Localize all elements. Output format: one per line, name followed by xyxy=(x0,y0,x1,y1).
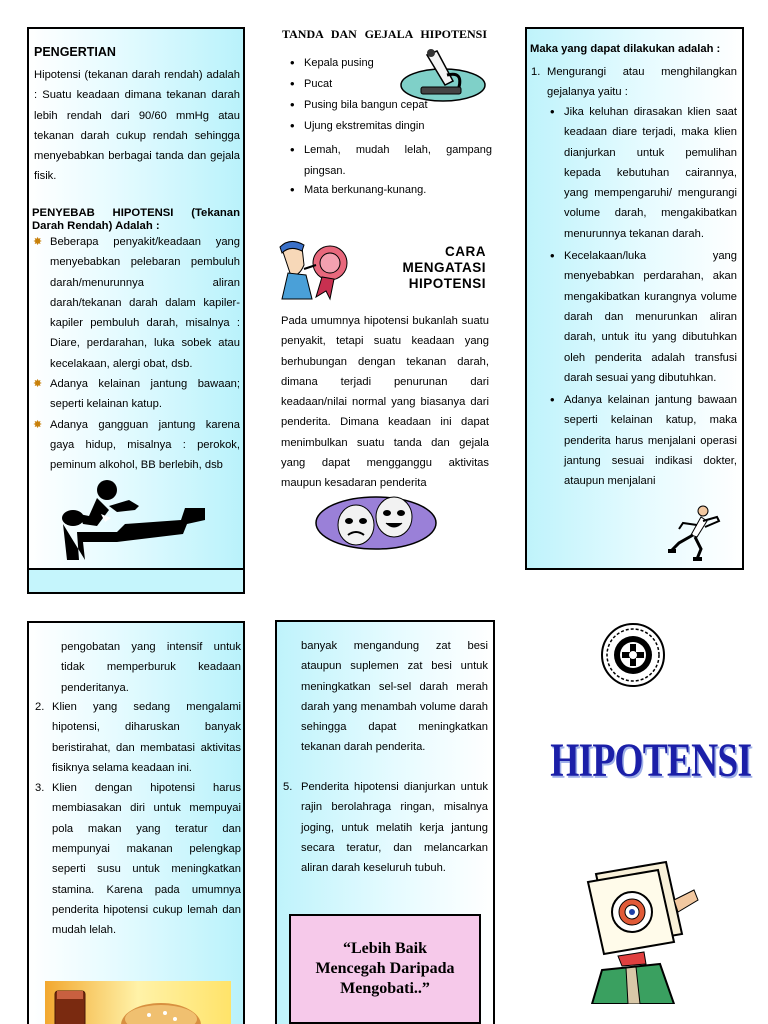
list-text: Mengurangi atau menghilangkan gejalanya yaitu : xyxy=(547,66,737,99)
list-number: 2. xyxy=(35,701,45,713)
quote-box xyxy=(289,914,481,1024)
doctor-ribbon-icon xyxy=(278,239,368,301)
cara-heading-line: CARA xyxy=(445,244,486,259)
cara-heading xyxy=(378,244,486,292)
list-text: Klien dengan hipotensi harus membiasakan diri untuk mempuyai pola makan yang teratur dan mempunyai makanan pelengkap seperti susu untuk meningkatkan stamina. Karena pada umumnya penderita hipotensi cukup lemah dan mudah lelah. xyxy=(52,782,241,937)
quote-text: “Lebih Baik Mencegah Daripada Mengobati..” xyxy=(315,940,455,997)
list-text: Klien yang sedang mengalami hipotensi, diharuskan banyak beristirahat, dan membatasi aktivitas fisiknya selama keadaan ini. xyxy=(52,701,241,774)
list-item: • Lemah, mudah lelah, gampang pingsan. xyxy=(282,140,492,181)
panel-lanjutan xyxy=(27,621,245,1024)
cover-title: HIPOTENSI xyxy=(550,734,752,787)
list-text: Penderita hipotensi dianjurkan untuk rajin berolahraga ringan, misalnya joging, untuk melatih kerja jantung secara teratur, dan melancarkan aliran darah keseluruh tubuh. xyxy=(301,781,488,875)
list-item: • Mata berkunang-kunang. xyxy=(282,183,492,197)
panel5-continued: banyak mengandung zat besi ataupun suplemen zat besi untuk meningkatkan sel-sel darah merah darah yang menambah volume darah sehingga dapat meningkatkan tekanan darah penderita. xyxy=(301,640,488,754)
patient-lying-icon xyxy=(57,476,207,564)
list-item: • Kecelakaan/luka yang menyebabkan perdarahan, akan mengakibatkan kurangnya volume darah dan menurunkan aliran darah, untuk itu yang dibutuhkan oleh penderita adalah transfusi darah sesuai yang dibutuhkan. xyxy=(542,246,737,388)
panel-pengertian xyxy=(27,27,245,594)
emblem-icon xyxy=(600,622,666,688)
cara-heading-line: MENGATASI xyxy=(402,260,486,275)
maka-list xyxy=(531,62,737,103)
list-item: • Ujung ekstremitas dingin xyxy=(282,119,492,133)
target-man-icon xyxy=(582,860,710,1004)
list-item xyxy=(35,697,241,778)
list-number: 3. xyxy=(35,782,45,795)
microscope-icon xyxy=(397,47,489,103)
list-item: • Pucat xyxy=(282,77,492,91)
penyebab-list xyxy=(32,232,240,476)
cara-body: Pada umumnya hipotensi bukanlah suatu penyakit, tetapi suatu keadaan yang berhubungan dengan tekanan darah, dimana terjadi penurunan dari keadaan/nilai normal yang biasanya dari penderita. Dimana keadaan ini dapat menimbulkan suatu tanda dan gejala yang dapat mengganggu aktivitas maupun kesadaran penderita xyxy=(281,315,489,490)
list-item: • Kepala pusing xyxy=(282,56,492,70)
food-photo xyxy=(45,981,231,1024)
panel-maka xyxy=(525,27,744,570)
list-item: • Jika keluhan dirasakan klien saat keadaan diare terjadi, maka klien dianjurkan untuk pemulihan kepada kebutuhan cairannya, yang mempengaruhi/ mengurangi volume darah, mengakibatkan menurunnya tekanan darah. xyxy=(542,102,737,244)
list-item: • Adanya kelainan jantung bawaan seperti kelainan katup, maka penderita harus menjalani operasi jantung sesuai indikasi dokter, ataupun menjalani xyxy=(542,390,737,491)
list-item: • Pusing bila bangun cepat xyxy=(282,98,492,112)
lanjutan-list xyxy=(35,697,241,941)
list-item: ✸ Adanya gangguan jantung karena gaya hidup, misalnya : perokok, peminum alkohol, BB berlebih, dsb xyxy=(32,415,240,476)
list-item xyxy=(35,778,241,940)
cara-heading-line: HIPOTENSI xyxy=(408,276,486,291)
runner-icon xyxy=(667,503,723,561)
panel-footer-band xyxy=(29,568,243,592)
list-item: ✸ Beberapa penyakit/keadaan yang menyebabkan pelebaran pembuluh darah/menurunnya aliran darah/tekanan darah dalam kapiler-kapiler pembuluh darah, misalnya : Diare, perdarahan, luka sobek atau kecelakaan, alergi obat, dsb. xyxy=(32,232,240,374)
pengertian-heading: PENGERTIAN xyxy=(34,45,116,59)
theater-masks-icon xyxy=(314,493,438,553)
list-item: ✸ Adanya kelainan jantung bawaan; seperti kelainan katup. xyxy=(32,374,240,415)
pengertian-body: Hipotensi (tekanan darah rendah) adalah : Suatu keadaan dimana tekanan darah lebih rendah dari 90/60 mmHg atau tekanan darah cukup rendah sehingga menyebabkan berbagai tanda dan gejala fisik. xyxy=(34,69,240,183)
penyebab-heading: PENYEBAB HIPOTENSI (Tekanan Darah Rendah) Adalah : xyxy=(32,207,240,232)
panel-lanjutan-5 xyxy=(275,620,495,1024)
list-number: 1. xyxy=(531,66,541,78)
panel-cover xyxy=(526,610,752,1024)
maka-heading: Maka yang dapat dilakukan adalah : xyxy=(530,43,721,55)
panel-tanda xyxy=(278,27,492,567)
tanda-heading: TANDA DAN GEJALA HIPOTENSI xyxy=(282,27,487,41)
list-item xyxy=(531,62,737,103)
list-item xyxy=(283,777,488,878)
panel5-list xyxy=(283,777,488,878)
list-number: 5. xyxy=(283,781,293,793)
lanjutan-continued: pengobatan yang intensif untuk tidak memperburuk keadaan penderitanya. xyxy=(61,641,241,694)
maka-sublist xyxy=(542,102,737,492)
